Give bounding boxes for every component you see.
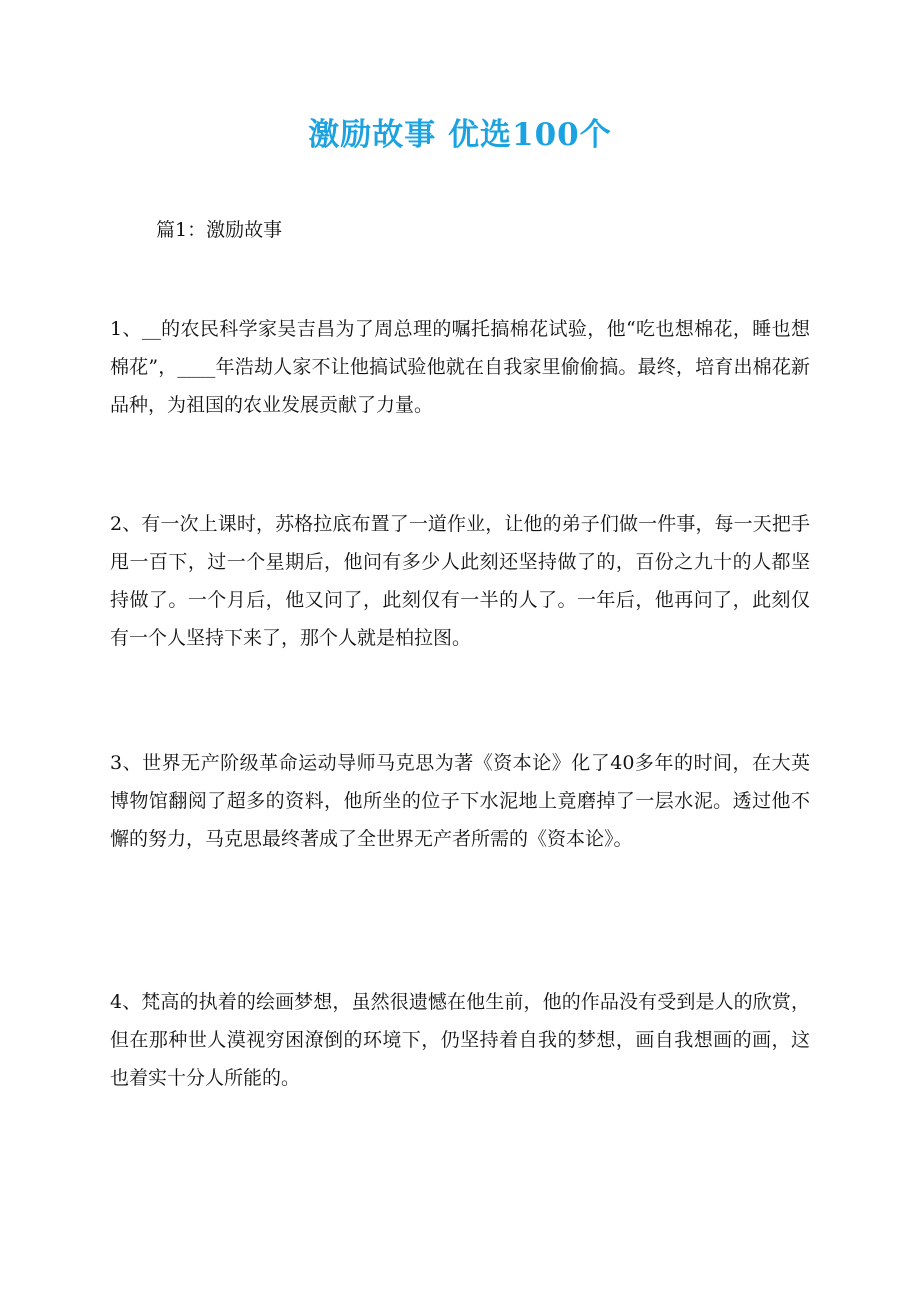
section-heading: 篇1：激励故事 <box>156 219 283 241</box>
story-paragraph-2: 2、有一次上课时，苏格拉底布置了一道作业，让他的弟子们做一件事，每一天把手甩一百下，过一个星期后，他问有多少人此刻还坚持做了的，百份之九十的人都坚持做了。一个月后，他又问了，此刻仅有一半的人了。一年后，他再问了，此刻仅有一个人坚持下来了，那个人就是柏拉图。 <box>110 513 810 649</box>
story-paragraph-1: 1、__的农民科学家吴吉昌为了周总理的嘱托搞棉花试验，他“吃也想棉花，睡也想棉花”，____年浩劫人家不让他搞试验他就在自我家里偷偷搞。最终，培育出棉花新品种，为祖国的农业发展贡献了力量。 <box>110 318 810 416</box>
story-paragraph-3: 3、世界无产阶级革命运动导师马克思为著《资本论》化了40多年的时间，在大英博物馆翻阅了超多的资料，他所坐的位子下水泥地上竟磨掉了一层水泥。透过他不懈的努力，马克思最终著成了全世界无产者所需的《资本论》。 <box>110 752 810 850</box>
story-paragraph-4: 4、梵高的执着的绘画梦想，虽然很遗憾在他生前，他的作品没有受到是人的欣赏，但在那种世人漠视穷困潦倒的环境下，仍坚持着自我的梦想，画自我想画的画，这也着实十分人所能的。 <box>110 991 810 1089</box>
page-title: 激励故事 优选100个 <box>308 117 612 153</box>
